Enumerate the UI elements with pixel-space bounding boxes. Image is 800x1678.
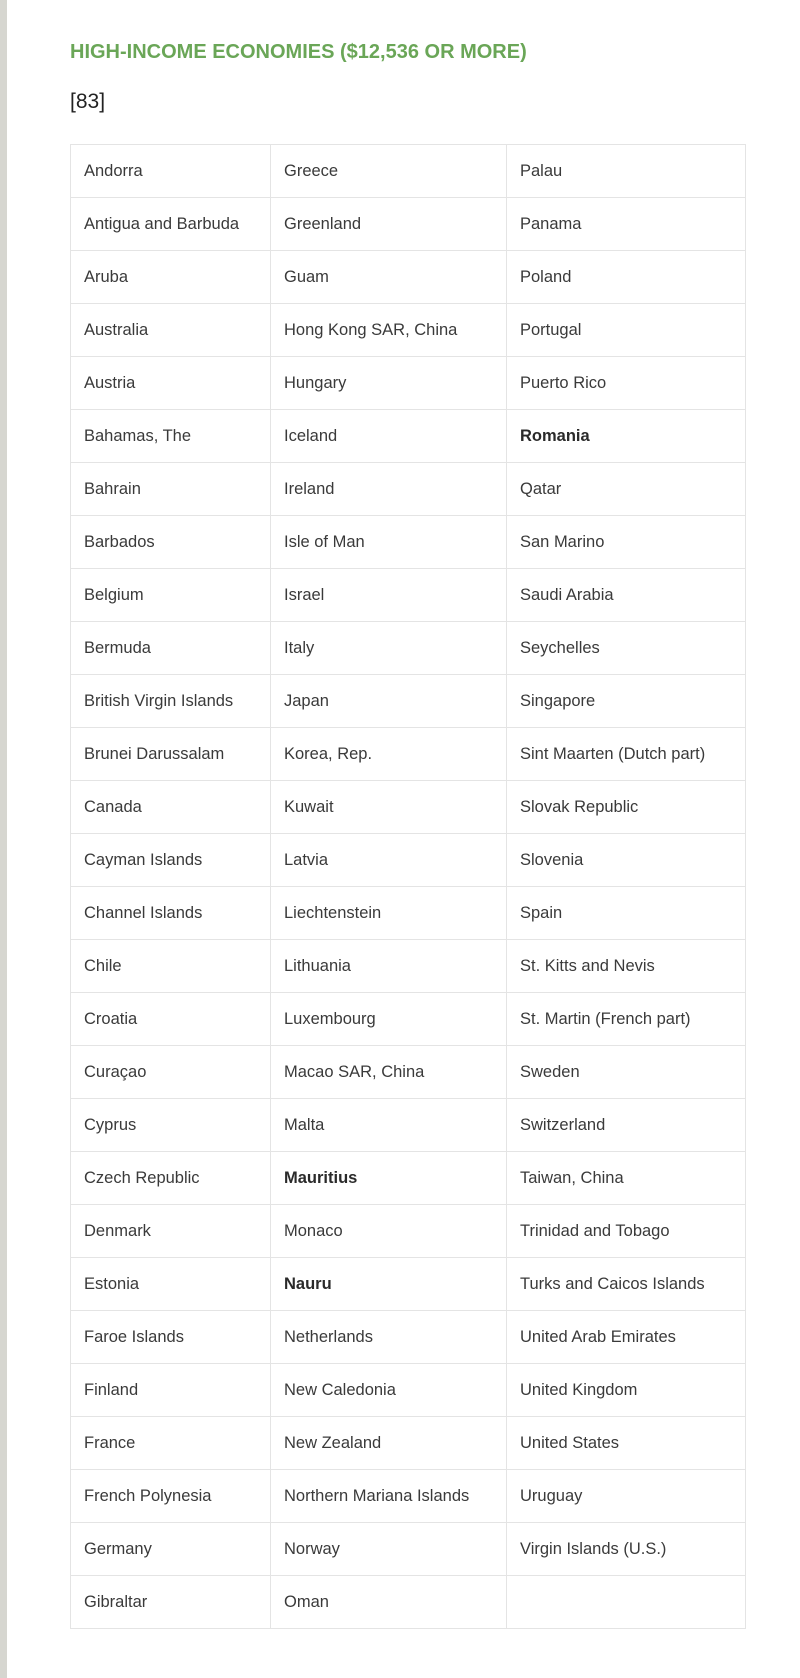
country-cell: Channel Islands xyxy=(71,887,271,940)
country-cell: Czech Republic xyxy=(71,1152,271,1205)
country-cell: Poland xyxy=(507,251,746,304)
country-cell: Italy xyxy=(271,622,507,675)
country-cell: Belgium xyxy=(71,569,271,622)
country-cell: Slovenia xyxy=(507,834,746,887)
country-cell: San Marino xyxy=(507,516,746,569)
table-row xyxy=(71,622,746,675)
country-cell: Taiwan, China xyxy=(507,1152,746,1205)
country-cell: Aruba xyxy=(71,251,271,304)
country-cell: Barbados xyxy=(71,516,271,569)
country-cell: Hong Kong SAR, China xyxy=(271,304,507,357)
country-cell: United States xyxy=(507,1417,746,1470)
country-cell: Romania xyxy=(507,410,746,463)
country-cell: British Virgin Islands xyxy=(71,675,271,728)
country-cell: Australia xyxy=(71,304,271,357)
table-row xyxy=(71,675,746,728)
country-cell: Qatar xyxy=(507,463,746,516)
country-cell: Singapore xyxy=(507,675,746,728)
table-row xyxy=(71,463,746,516)
table-row xyxy=(71,1311,746,1364)
left-margin-bar xyxy=(0,0,7,1678)
country-cell: Bahamas, The xyxy=(71,410,271,463)
table-row xyxy=(71,1099,746,1152)
country-cell: Macao SAR, China xyxy=(271,1046,507,1099)
country-cell: United Kingdom xyxy=(507,1364,746,1417)
country-cell: Spain xyxy=(507,887,746,940)
country-cell: Finland xyxy=(71,1364,271,1417)
table-row xyxy=(71,993,746,1046)
country-cell: Slovak Republic xyxy=(507,781,746,834)
table-row xyxy=(71,1470,746,1523)
country-cell: Israel xyxy=(271,569,507,622)
country-cell: Bermuda xyxy=(71,622,271,675)
country-cell: France xyxy=(71,1417,271,1470)
country-cell: Luxembourg xyxy=(271,993,507,1046)
country-cell: Kuwait xyxy=(271,781,507,834)
economy-count: [83] xyxy=(70,90,106,113)
country-cell: Greece xyxy=(271,145,507,198)
country-cell: Liechtenstein xyxy=(271,887,507,940)
table-row xyxy=(71,728,746,781)
country-cell: Canada xyxy=(71,781,271,834)
country-cell: Curaçao xyxy=(71,1046,271,1099)
table-row xyxy=(71,516,746,569)
country-cell: Sweden xyxy=(507,1046,746,1099)
table-row xyxy=(71,1152,746,1205)
country-cell: Switzerland xyxy=(507,1099,746,1152)
country-cell: Chile xyxy=(71,940,271,993)
country-cell: United Arab Emirates xyxy=(507,1311,746,1364)
country-cell: Antigua and Barbuda xyxy=(71,198,271,251)
country-cell: Norway xyxy=(271,1523,507,1576)
table-row xyxy=(71,940,746,993)
table-row xyxy=(71,1523,746,1576)
country-cell: New Zealand xyxy=(271,1417,507,1470)
article-content xyxy=(70,38,745,1611)
country-cell: Northern Mariana Islands xyxy=(271,1470,507,1523)
country-cell: Malta xyxy=(271,1099,507,1152)
country-cell: Latvia xyxy=(271,834,507,887)
table-row xyxy=(71,834,746,887)
country-cell: Guam xyxy=(271,251,507,304)
table-row xyxy=(71,145,746,198)
country-cell: Netherlands xyxy=(271,1311,507,1364)
table-row xyxy=(71,781,746,834)
country-cell: Greenland xyxy=(271,198,507,251)
country-cell: Faroe Islands xyxy=(71,1311,271,1364)
country-table xyxy=(70,144,746,1629)
country-cell: Croatia xyxy=(71,993,271,1046)
country-cell: Portugal xyxy=(507,304,746,357)
table-row xyxy=(71,251,746,304)
country-cell: Virgin Islands (U.S.) xyxy=(507,1523,746,1576)
country-cell: Monaco xyxy=(271,1205,507,1258)
table-row xyxy=(71,1205,746,1258)
country-cell: Lithuania xyxy=(271,940,507,993)
country-cell: Korea, Rep. xyxy=(271,728,507,781)
country-cell: Iceland xyxy=(271,410,507,463)
country-cell: Panama xyxy=(507,198,746,251)
country-cell: Brunei Darussalam xyxy=(71,728,271,781)
country-cell: Hungary xyxy=(271,357,507,410)
country-cell: Turks and Caicos Islands xyxy=(507,1258,746,1311)
country-cell: Isle of Man xyxy=(271,516,507,569)
country-cell: Saudi Arabia xyxy=(507,569,746,622)
country-cell: St. Kitts and Nevis xyxy=(507,940,746,993)
country-cell: Estonia xyxy=(71,1258,271,1311)
country-cell: Gibraltar xyxy=(71,1576,271,1629)
country-cell: Cayman Islands xyxy=(71,834,271,887)
country-cell: St. Martin (French part) xyxy=(507,993,746,1046)
country-cell: Japan xyxy=(271,675,507,728)
country-cell: Trinidad and Tobago xyxy=(507,1205,746,1258)
table-row xyxy=(71,1417,746,1470)
country-cell: Puerto Rico xyxy=(507,357,746,410)
table-row xyxy=(71,1258,746,1311)
country-cell: Cyprus xyxy=(71,1099,271,1152)
country-cell: French Polynesia xyxy=(71,1470,271,1523)
table-row xyxy=(71,357,746,410)
table-row xyxy=(71,1046,746,1099)
country-cell: Uruguay xyxy=(507,1470,746,1523)
country-cell: Seychelles xyxy=(507,622,746,675)
country-cell: Germany xyxy=(71,1523,271,1576)
country-cell: Austria xyxy=(71,357,271,410)
table-row xyxy=(71,569,746,622)
country-cell: Oman xyxy=(271,1576,507,1629)
country-cell: New Caledonia xyxy=(271,1364,507,1417)
table-row xyxy=(71,198,746,251)
country-cell: Ireland xyxy=(271,463,507,516)
table-row xyxy=(71,410,746,463)
country-cell: Andorra xyxy=(71,145,271,198)
table-row xyxy=(71,887,746,940)
country-cell: Nauru xyxy=(271,1258,507,1311)
country-table-body xyxy=(71,145,746,1629)
table-row xyxy=(71,304,746,357)
country-cell: Bahrain xyxy=(71,463,271,516)
section-heading: HIGH-INCOME ECONOMIES ($12,536 OR MORE) xyxy=(70,41,527,63)
country-cell: Mauritius xyxy=(271,1152,507,1205)
country-cell: Palau xyxy=(507,145,746,198)
table-row xyxy=(71,1364,746,1417)
country-cell xyxy=(507,1576,746,1629)
country-cell: Sint Maarten (Dutch part) xyxy=(507,728,746,781)
table-row xyxy=(71,1576,746,1629)
country-cell: Denmark xyxy=(71,1205,271,1258)
